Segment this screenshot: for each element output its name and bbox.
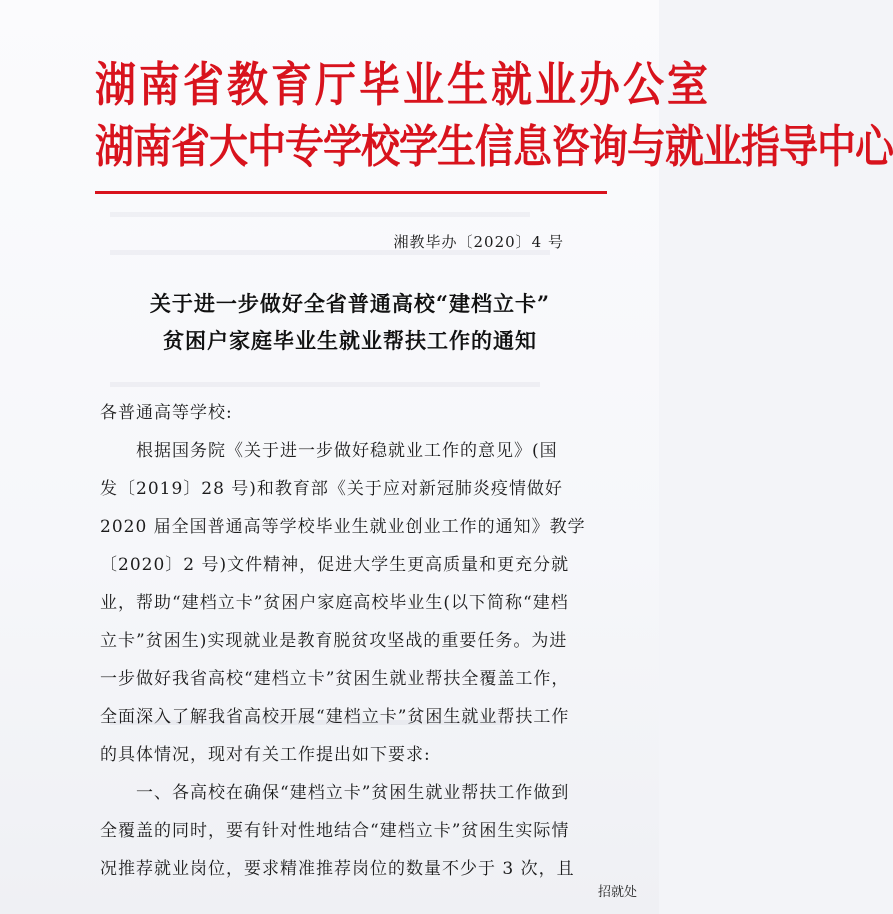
body-line: 全覆盖的同时，要有针对性地结合“建档立卡”贫困生实际情 xyxy=(100,821,570,841)
body-line: 全面深入了解我省高校开展“建档立卡”贫困生就业帮扶工作 xyxy=(100,707,570,727)
document-number: 湘教毕办〔2020〕4 号 xyxy=(393,233,564,251)
bleed-through-line xyxy=(110,212,530,217)
document-title-line-1: 关于进一步做好全省普通高校“建档立卡” xyxy=(149,291,551,316)
bleed-through-line xyxy=(110,382,540,387)
body-line: 一步做好我省高校“建档立卡”贫困生就业帮扶全覆盖工作， xyxy=(100,669,570,689)
body-line: 〔2020〕2 号)文件精神，促进大学生更高质量和更充分就 xyxy=(100,555,570,575)
body-line: 2020 届全国普通高等学校毕业生就业创业工作的通知》教学 xyxy=(100,517,586,537)
body-line: 发〔2019〕28 号)和教育部《关于应对新冠肺炎疫情做好 xyxy=(100,479,563,499)
document-title-line-2: 贫困户家庭毕业生就业帮扶工作的通知 xyxy=(163,328,537,353)
salutation: 各普通高等学校: xyxy=(100,403,233,423)
issuing-org-line-1: 湖南省教育厅毕业生就业办公室 xyxy=(95,57,711,113)
body-line: 况推荐就业岗位，要求精准推荐岗位的数量不少于 3 次，且 xyxy=(100,859,575,879)
source-label: 招就处 xyxy=(597,885,637,900)
body-line: 一、各高校在确保“建档立卡”贫困生就业帮扶工作做到 xyxy=(100,783,570,803)
body-line: 的具体情况，现对有关工作提出如下要求: xyxy=(100,745,431,765)
body-line: 立卡”贫困生)实现就业是教育脱贫攻坚战的重要任务。为进 xyxy=(100,631,568,651)
red-header-rule xyxy=(95,191,607,194)
body-line: 根据国务院《关于进一步做好稳就业工作的意见》(国 xyxy=(100,441,558,461)
issuing-org-line-2: 湖南省大中专学校学生信息咨询与就业指导中心 xyxy=(95,121,893,174)
body-line: 业，帮助“建档立卡”贫困户家庭高校毕业生(以下简称“建档 xyxy=(100,593,569,613)
